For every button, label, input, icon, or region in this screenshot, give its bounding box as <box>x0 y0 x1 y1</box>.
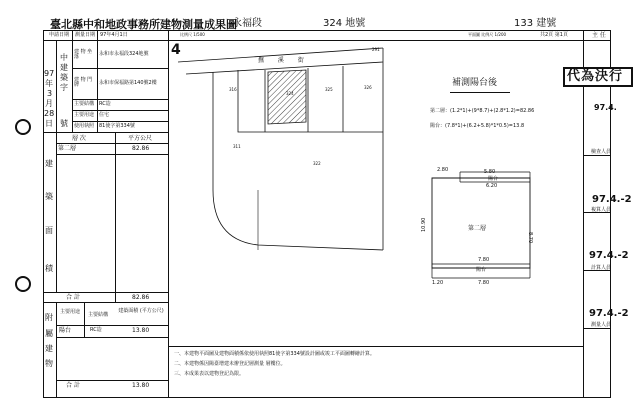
attach-side-char: 建 <box>45 344 53 353</box>
row-label-license: 使用執照 <box>74 123 95 129</box>
day-char: 日 <box>45 119 53 128</box>
plan-title: 補測陽台後 <box>452 78 498 88</box>
lot-316: 316 <box>229 87 237 92</box>
title-underline <box>450 92 510 93</box>
row-label-location: 建 物 坐 落 <box>74 49 93 60</box>
sign-date-2: 97.4.-2 <box>592 194 632 205</box>
notes-rule <box>168 346 583 347</box>
dim-balcony-top: 陽台 <box>488 176 499 182</box>
cell-rule <box>97 40 98 132</box>
dim-top: 5.80 <box>484 169 496 175</box>
row-label-structure: 主要結構 <box>74 101 95 107</box>
row-value-structure: RC造 <box>99 101 111 107</box>
area-head-unit: 平方公尺 <box>128 135 153 142</box>
plan-scale: 平面圖 比例尺 1/200 <box>468 32 507 37</box>
row-rule <box>583 40 611 41</box>
area-side-char: 積 <box>45 264 53 273</box>
dim-top-left: 2.80 <box>437 167 449 173</box>
row-rule <box>72 68 168 69</box>
note-2: 二、本建物係因陽臺增建未辦登記層測量 層樓位。 <box>174 361 286 367</box>
row-rule <box>43 292 168 293</box>
attach-area: 13.80 <box>132 327 150 334</box>
attach-head-structure: 主要結構 <box>88 312 109 318</box>
attach-total-value: 13.80 <box>132 382 150 389</box>
stamp-text: 代為決行 <box>567 69 624 84</box>
attach-total-label: 合 計 <box>66 382 80 389</box>
row-rule <box>56 325 168 326</box>
sign-date-1: 97.4. <box>594 103 617 112</box>
row-value-use: 住宅 <box>99 112 110 118</box>
floor-label-plan: 第二層 <box>468 225 487 232</box>
dim-bottom-inner: 7.80 <box>478 257 490 263</box>
site-scale: 比例尺 1/500 <box>180 32 205 37</box>
formula-floor: 第二層：(1.2*1)+(9*8.7)+(2.8*1.2)=82.86 <box>430 108 535 114</box>
dim-inner-top: 6.20 <box>486 183 498 189</box>
attach-side-char: 屬 <box>45 329 53 338</box>
row-value-location: 永和市永福段324地號 <box>99 51 149 57</box>
sign-date-4: 97.4.-2 <box>589 308 629 319</box>
row-rule <box>56 380 168 381</box>
binder-ring-top <box>15 119 31 135</box>
survey-date-label: 測量日期 <box>75 32 96 38</box>
month-digit: 3 <box>47 89 53 98</box>
row-label-use: 主要用途 <box>74 112 95 118</box>
land-number: 324 地號 <box>323 18 366 29</box>
build-char: 築 <box>60 73 68 82</box>
build-char: 號 <box>60 119 68 128</box>
total-label: 合 計 <box>66 294 80 301</box>
build-char: 字 <box>60 83 68 92</box>
cell-rule <box>56 302 57 398</box>
row-value-license: 81使字第334號 <box>99 123 135 129</box>
year-digit: 97 <box>44 69 55 78</box>
road-name: 撫 溪 街 <box>258 57 310 64</box>
year-char: 年 <box>45 79 53 88</box>
lot-325: 325 <box>325 87 333 92</box>
apply-date-label: 申請日期 <box>49 32 70 38</box>
lot-322: 322 <box>313 161 321 166</box>
role-calculator: 計算人員 <box>591 265 612 271</box>
attach-head-area: 建築面積 (平方公尺) <box>118 308 164 314</box>
note-3: 三、本成果表以建物登記為限。 <box>174 371 245 377</box>
building-number: 133 建號 <box>514 18 557 29</box>
floor-area: 82.86 <box>132 145 150 152</box>
build-char: 中 <box>60 53 68 62</box>
row-rule <box>583 155 611 156</box>
cell-rule <box>56 40 57 132</box>
floor-name: 第二層 <box>58 145 77 152</box>
dim-balcony-bottom: 陽台 <box>476 267 487 273</box>
row-rule <box>72 121 168 122</box>
row-label-address: 建 物 門 牌 <box>74 77 93 88</box>
note-1: 一、本建物平面圖及建物面積係依使用執照81使字第334號設計圖或竣工平面圖轉繪計算。 <box>174 351 375 357</box>
area-side-char: 築 <box>45 192 53 201</box>
attach-side-char: 附 <box>45 313 53 322</box>
cell-rule <box>115 132 116 302</box>
attach-side-char: 物 <box>45 359 53 368</box>
cell-rule <box>56 132 57 292</box>
survey-date-value: 97年4月1日 <box>100 32 128 38</box>
role-surveyor: 測量人員 <box>591 322 612 328</box>
dim-bottom-left: 1.20 <box>432 280 444 286</box>
role-reviewer: 複算人員 <box>591 207 612 213</box>
dim-left: 10.90 <box>421 217 427 232</box>
row-rule <box>56 337 168 338</box>
site-map <box>168 40 400 260</box>
document-title: 臺北縣中和地政事務所建物測量成果圖 <box>50 18 237 31</box>
row-rule <box>72 99 168 100</box>
row-rule <box>583 328 611 329</box>
row-rule <box>43 302 168 303</box>
cell-rule <box>72 40 73 132</box>
area-side-char: 面 <box>45 226 53 235</box>
page-label: 共2頁 第1頁 <box>540 32 568 38</box>
binder-ring-bottom <box>15 276 31 292</box>
total-value: 82.86 <box>132 294 150 301</box>
lot-311: 311 <box>233 144 241 149</box>
section-name: 永福段 <box>232 18 262 29</box>
lot-291: 291 <box>372 47 380 52</box>
row-rule <box>72 110 168 111</box>
row-value-address: 永和市保福路第140號2樓 <box>99 80 157 86</box>
row-rule <box>56 143 168 144</box>
lot-326: 326 <box>364 85 372 90</box>
build-char: 建 <box>60 63 68 72</box>
sign-date-3: 97.4.-2 <box>589 250 629 261</box>
area-head-floor: 層 次 <box>72 135 86 142</box>
cell-rule <box>72 30 73 40</box>
area-side-char: 建 <box>45 159 53 168</box>
attach-use: 陽台 <box>59 327 72 334</box>
dim-right: 8.70 <box>527 232 533 244</box>
lot-324: 324 <box>286 91 294 96</box>
dim-bottom: 7.80 <box>478 280 490 286</box>
day-digit: 28 <box>44 109 55 118</box>
cell-rule <box>97 30 98 40</box>
formula-balcony: 陽台：(7.8*1)+(6.2+5.8)*1*0.5)=13.8 <box>430 123 525 129</box>
role-inspector: 檢查人員 <box>591 149 612 155</box>
attach-structure: RC造 <box>90 327 102 333</box>
row-rule <box>43 132 168 133</box>
cell-rule <box>84 302 85 338</box>
north-arrow: 4 <box>171 42 181 58</box>
month-char: 月 <box>45 99 53 108</box>
attach-head-use: 主要用途 <box>59 309 80 315</box>
row-rule <box>56 154 168 155</box>
director-header: 主 任 <box>592 32 606 39</box>
